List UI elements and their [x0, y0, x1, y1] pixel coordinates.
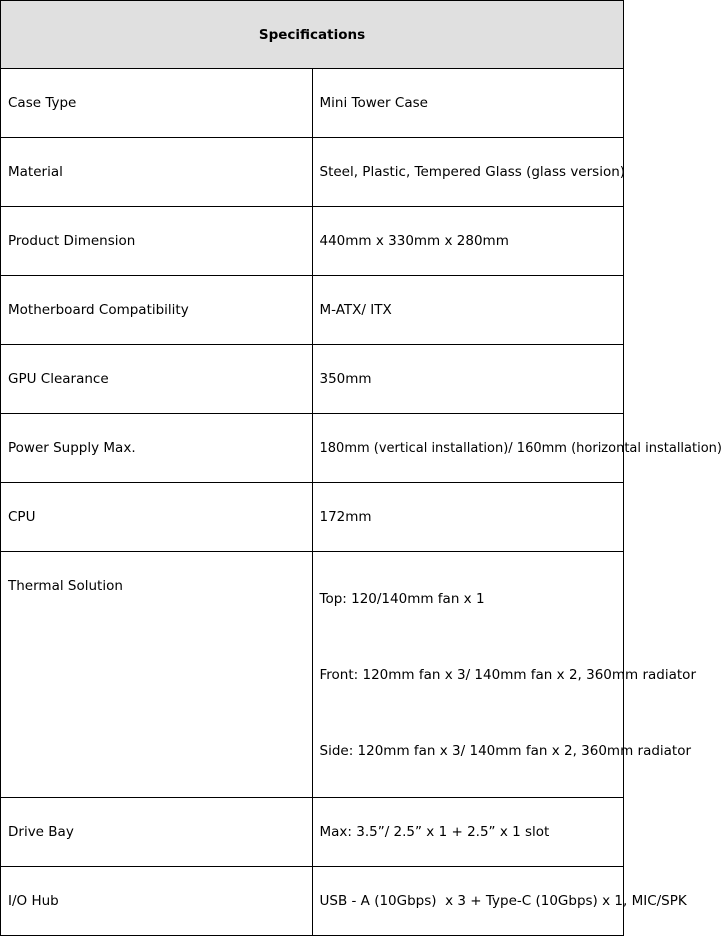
row-label: Material — [1, 138, 313, 207]
thermal-line-side: Side: 120mm fan x 3/ 140mm fan x 2, 360mm radiator — [319, 742, 692, 759]
thermal-line-top: Top: 120/140mm fan x 1 — [319, 590, 485, 607]
row-value: 440mm x 330mm x 280mm — [312, 207, 624, 276]
row-label: Drive Bay — [1, 798, 313, 867]
table-row-material — [1, 138, 624, 207]
table-row-gpu-clearance — [1, 345, 624, 414]
table-row-cpu — [1, 483, 624, 552]
row-value: M-ATX/ ITX — [312, 276, 624, 345]
row-value-multiline — [312, 552, 696, 798]
row-value: 350mm — [312, 345, 624, 414]
table-row-motherboard-compatibility — [1, 276, 624, 345]
thermal-line-front: Front: 120mm fan x 3/ 140mm fan x 2, 360mm radiator — [319, 666, 696, 683]
table-row-power-supply — [1, 414, 624, 483]
table-row-thermal-solution — [1, 552, 624, 798]
row-value: Max: 3.5”/ 2.5” x 1 + 2.5” x 1 slot — [312, 798, 624, 867]
row-label: Motherboard Compatibility — [1, 276, 313, 345]
row-label: Thermal Solution — [1, 552, 313, 798]
row-label: I/O Hub — [1, 867, 313, 936]
row-label: Product Dimension — [1, 207, 313, 276]
row-label: GPU Clearance — [1, 345, 313, 414]
row-value: 172mm — [312, 483, 624, 552]
table-row-io-hub — [1, 867, 624, 936]
row-value: Mini Tower Case — [312, 69, 624, 138]
table-row-case-type — [1, 69, 624, 138]
row-value: Steel, Plastic, Tempered Glass (glass version) — [312, 138, 624, 207]
row-value: 180mm (vertical installation)/ 160mm (horizontal installation) — [312, 414, 624, 483]
row-value: USB - A (10Gbps) x 3 + Type-C (10Gbps) x 1, MIC/SPK — [312, 867, 624, 936]
table-title: Specifications — [1, 1, 624, 69]
row-label: Case Type — [1, 69, 313, 138]
table-row-product-dimension — [1, 207, 624, 276]
header-row — [1, 1, 624, 69]
table-row-drive-bay — [1, 798, 624, 867]
row-label: Power Supply Max. — [1, 414, 313, 483]
row-label: CPU — [1, 483, 313, 552]
